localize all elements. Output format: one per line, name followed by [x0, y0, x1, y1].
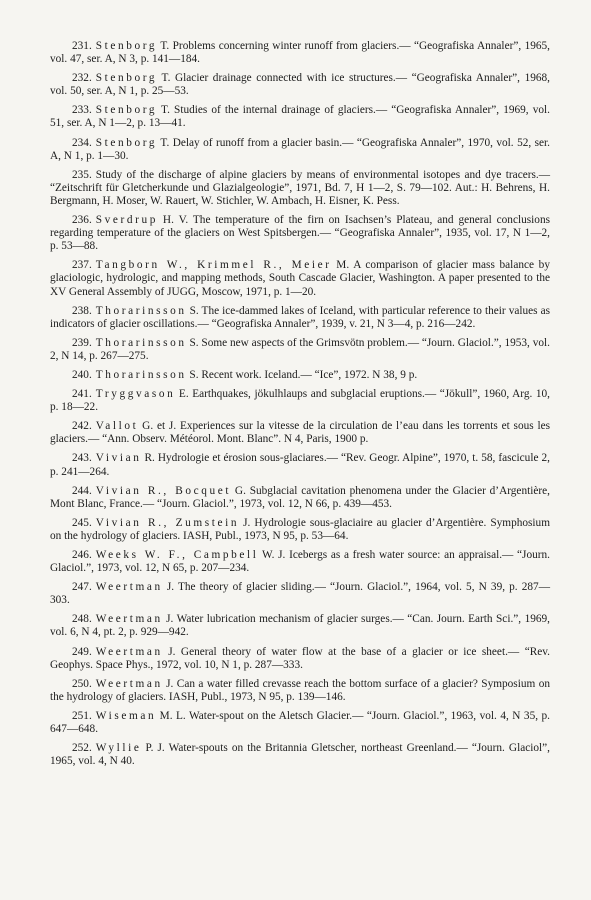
reference-number: 243.	[72, 452, 92, 465]
reference-entry	[50, 214, 550, 253]
reference-number: 232.	[72, 72, 92, 85]
reference-author: Vivian R., Zumstein	[95, 516, 240, 529]
reference-number: 242.	[72, 420, 92, 433]
reference-number: 244.	[72, 484, 92, 497]
reference-number: 246.	[72, 549, 92, 561]
reference-entry	[50, 40, 550, 66]
reference-entry	[50, 613, 550, 639]
reference-text: E. Earthquakes, jökulhlaups and subglacial eruptions.— “Jökull”, 1960, Arg. 10, p. 18—22.	[50, 388, 550, 414]
reference-author: Vivian	[95, 452, 142, 465]
reference-number: 231.	[72, 40, 92, 52]
reference-text: Study of the discharge of alpine glaciers by means of environmental isotopes and dye tracers.— “Zeitschrift für Gletcherkunde und Glazialgeologie”, 1971, Bd. 7, H 1—2, S. 79—102. Aut.: H. Behrens, H. Bergmann, H. Moser, W. Rauert, W. Stichler, W. Ambach, H. Eisner, K. Pess.	[50, 168, 550, 207]
reference-text: W. J. Icebergs as a fresh water source: an appraisal.— “Journ. Glaciol.”, 1973, vol. 12, N 65, p. 207—234.	[50, 549, 550, 575]
reference-author: Weertman	[95, 645, 163, 658]
reference-number: 234.	[72, 136, 92, 149]
reference-author: Thorarinsson	[95, 304, 187, 317]
reference-author: Sverdrup	[95, 214, 158, 227]
reference-entry	[50, 581, 550, 607]
reference-entry	[50, 485, 550, 511]
reference-number: 251.	[72, 709, 92, 722]
reference-number: 250.	[72, 677, 92, 690]
reference-number: 235.	[72, 168, 92, 181]
reference-author: Tryggvason	[95, 388, 176, 401]
reference-number: 248.	[72, 613, 92, 626]
reference-author: Tangborn W., Krimmel R., Meier	[95, 259, 332, 272]
reference-text: S. Some new aspects of the Grimsvötn problem.— “Journ. Glaciol.”, 1953, vol. 2, N 14, p. 267—275.	[50, 336, 550, 362]
reference-author: Stenborg	[95, 72, 158, 85]
reference-number: 239.	[72, 336, 92, 349]
reference-number: 237.	[72, 259, 92, 272]
reference-text: H. V. The temperature of the firn on Isachsen’s Plateau, and general conclusions regarding temperature of the glaciers on West Spitsbergen.— “Geografiska Annaler”, 1935, vol. 17, N 1—2, p. 53—88.	[50, 214, 550, 253]
reference-entry	[50, 169, 550, 208]
reference-entry	[50, 104, 550, 130]
reference-entry	[50, 369, 550, 382]
reference-text: T. Problems concerning winter runoff from glaciers.— “Geografiska Annaler”, 1965, vol. 47, ser. A, N 3, p. 141—184.	[50, 40, 550, 66]
reference-text: R. Hydrologie et érosion sous-glaciares.— “Rev. Geogr. Alpine”, 1970, t. 58, fascicule 2, p. 241—264.	[50, 452, 550, 478]
reference-entry	[50, 259, 550, 298]
reference-author: Thorarinsson	[95, 368, 187, 381]
reference-number: 247.	[72, 581, 92, 594]
reference-entry	[50, 305, 550, 331]
reference-entry	[50, 337, 550, 363]
reference-entry	[50, 646, 550, 672]
reference-entry	[50, 72, 550, 98]
reference-text: J. The theory of glacier sliding.— “Journ. Glaciol.”, 1964, vol. 5, N 39, p. 287—303.	[50, 581, 550, 607]
reference-text: J. Water lubrication mechanism of glacier surges.— “Can. Journ. Earth Sci.”, 1969, vol. 6, N 4, pt. 2, p. 929—942.	[50, 613, 550, 639]
reference-number: 238.	[72, 304, 92, 317]
reference-author: Vallot	[95, 420, 139, 433]
reference-text: G. et J. Experiences sur la vitesse de la circulation de l’eau dans les torrents et sous les glaciers.— “Ann. Observ. Météorol. Mont. Blanc”. N 4, Paris, 1900 p.	[50, 420, 550, 446]
reference-number: 240.	[72, 368, 92, 381]
reference-text: J. Hydrologie sous-glaciaire au glacier d’Argentière. Symphosium on the hydrology of glaciers. IASH, Publ., 1973, N 95, p. 53—64.	[50, 516, 550, 542]
reference-entry	[50, 420, 550, 446]
reference-text: J. Can a water filled crevasse reach the bottom surface of a glacier? Symposium on the hydrology of glaciers. IASH, Publ., 1973, N 95, p. 139—146.	[50, 677, 550, 703]
reference-entry	[50, 710, 550, 736]
reference-text: S. Recent work. Iceland.— “Ice”, 1972. N 38, 9 p.	[186, 368, 418, 381]
reference-number: 249.	[72, 645, 92, 658]
reference-author: Wiseman	[95, 709, 157, 722]
reference-text: T. Delay of runoff from a glacier basin.— “Geografiska Annaler”, 1970, vol. 52, ser. A, N 1, p. 1—30.	[50, 136, 550, 162]
reference-author: Vivian R., Bocquet	[95, 484, 232, 497]
reference-entry	[50, 678, 550, 704]
reference-author: Weeks W. F., Campbell	[95, 549, 259, 561]
reference-entry	[50, 452, 550, 478]
reference-text: S. The ice-dammed lakes of Iceland, with particular reference to their values as indicators of glacier oscillations.— “Geografiska Annaler”, 1939, v. 21, N 3—4, p. 216—242.	[50, 304, 550, 330]
reference-author: Stenborg	[95, 40, 158, 52]
reference-entry	[50, 137, 550, 163]
reference-text: M. A comparison of glacier mass balance by glaciologic, hydrologic, and mapping methods, South Cascade Glacier, Washington. A paper presented to the XV General Assembly of JUGG, Moscow, 1971, p. 1—20.	[50, 259, 550, 298]
reference-entry	[50, 742, 550, 768]
reference-text: T. Glacier drainage connected with ice structures.— “Geografiska Annaler”, 1968, vol. 50, ser. A, N 1, p. 25—53.	[50, 72, 550, 98]
reference-text: G. Subglacial cavitation phenomena under the Glacier d’Argentière, Mont Blanc, France.— “Journ. Glaciol.”, 1973, vol. 12, N 66, p. 439—453.	[50, 484, 550, 510]
reference-number: 241.	[72, 388, 92, 401]
reference-author: Weertman	[95, 677, 163, 690]
reference-number: 236.	[72, 214, 92, 227]
reference-entry	[50, 517, 550, 543]
reference-number: 252.	[72, 742, 92, 755]
reference-text: T. Studies of the internal drainage of glaciers.— “Geografiska Annaler”, 1969, vol. 51, ser. A, N 1—2, p. 13—41.	[50, 104, 550, 130]
reference-text: M. L. Water-spout on the Aletsch Glacier.— “Journ. Glaciol.”, 1963, vol. 4, N 35, p. 647—648.	[50, 709, 550, 736]
reference-number: 245.	[72, 516, 92, 529]
reference-entry	[50, 549, 550, 575]
reference-list	[50, 40, 550, 774]
reference-author: Stenborg	[95, 104, 158, 117]
reference-author: Thorarinsson	[95, 336, 187, 349]
reference-author: Stenborg	[95, 136, 158, 149]
reference-author: Wyllie	[95, 742, 142, 755]
reference-text: P. J. Water-spouts on the Britannia Gletscher, northeast Greenland.— “Journ. Glaciol”, 1965, vol. 4, N 40.	[50, 742, 550, 768]
reference-entry	[50, 388, 550, 414]
reference-author: Weertman	[95, 613, 163, 626]
reference-number: 233.	[72, 104, 92, 117]
reference-author: Weertman	[95, 581, 163, 594]
reference-text: J. General theory of water flow at the base of a glacier or ice sheet.— “Rev. Geophys. Space Phys., 1972, vol. 10, N 1, p. 287—333.	[50, 645, 550, 671]
